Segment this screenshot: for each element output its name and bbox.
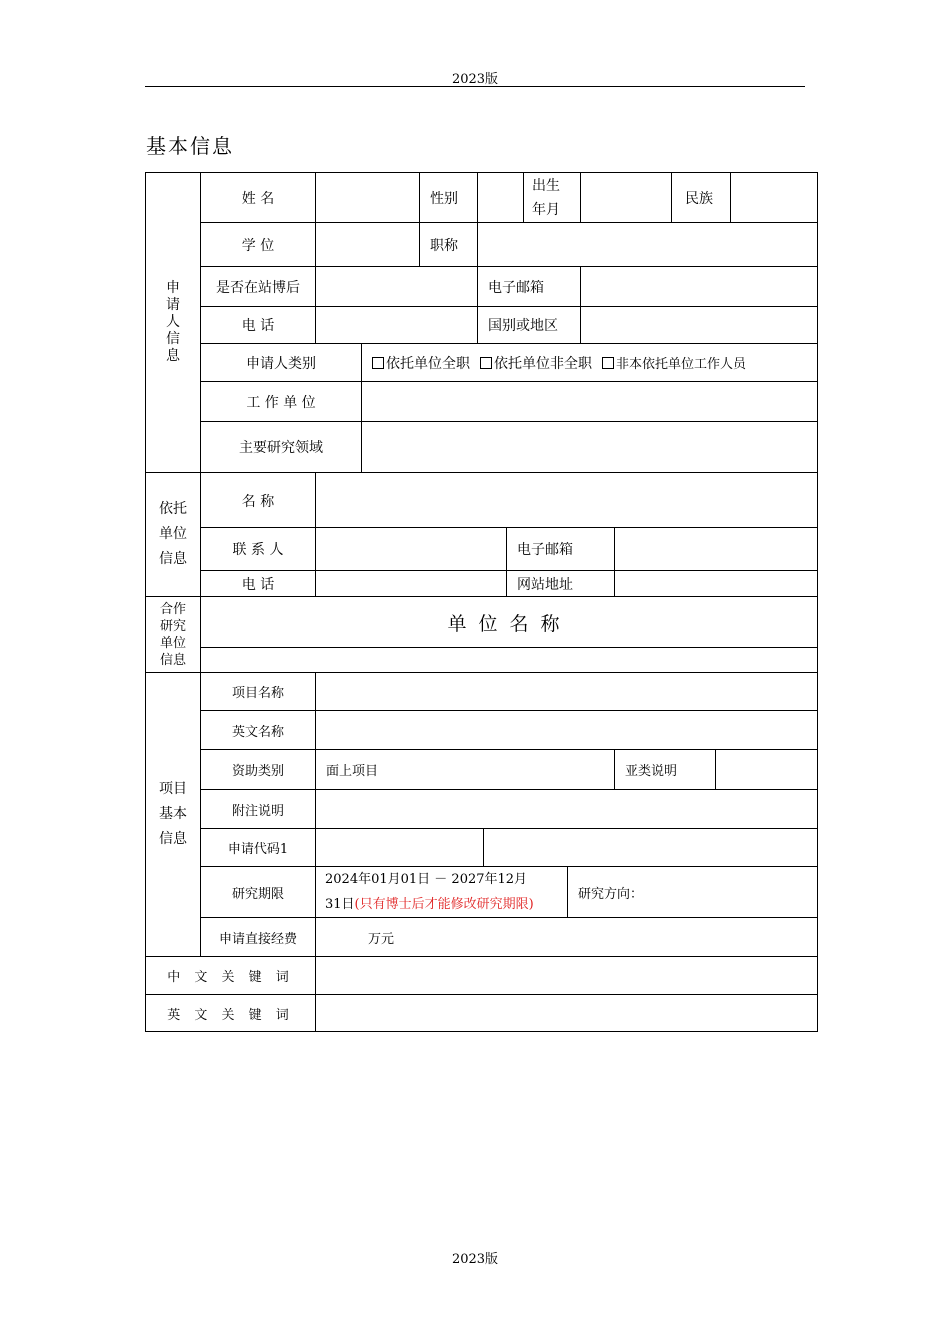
project-group-line: 信息 xyxy=(159,831,187,847)
applicant-email-label: 电子邮箱 xyxy=(477,266,580,306)
name-label: 姓 名 xyxy=(200,172,315,222)
host-phone-label: 电 话 xyxy=(200,570,315,596)
project-group-label xyxy=(145,672,200,956)
subcategory-input[interactable] xyxy=(715,749,818,789)
page-header: 2023版 xyxy=(451,72,499,87)
applicant-category-options xyxy=(361,343,818,381)
period-line1: 2024年01月01日 － 2027年12月 xyxy=(325,872,528,887)
birth-input[interactable] xyxy=(580,172,671,222)
page-footer: 2023版 xyxy=(451,1252,499,1267)
funding-type-value[interactable]: 面上项目 xyxy=(315,749,614,789)
ethnicity-input[interactable] xyxy=(730,172,818,222)
host-contact-label: 联 系 人 xyxy=(200,527,315,570)
basic-info-table xyxy=(145,172,818,1032)
workplace-label: 工 作 单 位 xyxy=(200,381,361,421)
birth-label-line1: 出生 xyxy=(532,177,560,194)
host-group-line: 单位 xyxy=(159,526,187,542)
host-name-input[interactable] xyxy=(315,472,818,527)
applicant-phone-input[interactable] xyxy=(315,306,477,343)
postdoc-label: 是否在站博后 xyxy=(200,266,315,306)
postdoc-input[interactable] xyxy=(315,266,477,306)
partner-group-line: 单位 xyxy=(159,635,186,651)
degree-input[interactable] xyxy=(315,222,419,266)
project-name-label: 项目名称 xyxy=(200,672,315,710)
partner-unit-name-header: 单位名称 xyxy=(200,596,818,647)
english-keywords-label: 英 文 关 键 词 xyxy=(145,994,315,1032)
applicant-group-char: 人 xyxy=(166,314,180,330)
partner-group-line: 信息 xyxy=(159,652,186,668)
project-group-line: 基本 xyxy=(159,806,187,822)
title-label: 职称 xyxy=(419,222,477,266)
code-input[interactable] xyxy=(315,828,483,866)
host-website-input[interactable] xyxy=(614,570,818,596)
gender-input[interactable] xyxy=(477,172,523,222)
host-phone-input[interactable] xyxy=(315,570,506,596)
host-group-line: 信息 xyxy=(159,551,187,567)
applicant-group-char: 请 xyxy=(166,297,180,313)
checkbox-icon xyxy=(602,357,614,369)
applicant-group-char: 息 xyxy=(166,348,180,364)
title-input[interactable] xyxy=(477,222,818,266)
partner-unit-group-label xyxy=(145,596,200,672)
subcategory-label: 亚类说明 xyxy=(614,749,715,789)
chinese-keywords-input[interactable] xyxy=(315,956,818,994)
partner-group-line: 研究 xyxy=(159,618,186,634)
english-name-input[interactable] xyxy=(315,710,818,749)
applicant-phone-label: 电 话 xyxy=(200,306,315,343)
applicant-group-char: 信 xyxy=(166,331,180,347)
host-group-line: 依托 xyxy=(159,501,187,517)
section-title: 基本信息 xyxy=(146,134,234,158)
budget-value[interactable]: 万元 xyxy=(315,917,818,956)
period-end-day: 31日 xyxy=(325,897,355,912)
applicant-group-label xyxy=(145,172,200,472)
category-option-external[interactable]: 非本依托单位工作人员 xyxy=(602,353,746,372)
funding-type-label: 资助类别 xyxy=(200,749,315,789)
ethnicity-label: 民族 xyxy=(671,172,730,222)
birth-label xyxy=(523,172,580,222)
partner-group-line: 合作 xyxy=(159,601,186,617)
research-field-input[interactable] xyxy=(361,421,818,472)
host-email-input[interactable] xyxy=(614,527,818,570)
birth-label-line2: 年月 xyxy=(532,201,560,218)
host-contact-input[interactable] xyxy=(315,527,506,570)
note-label: 附注说明 xyxy=(200,789,315,828)
english-name-label: 英文名称 xyxy=(200,710,315,749)
project-group-line: 项目 xyxy=(159,781,187,797)
host-name-label: 名 称 xyxy=(200,472,315,527)
english-keywords-input[interactable] xyxy=(315,994,818,1032)
country-label: 国别或地区 xyxy=(477,306,580,343)
checkbox-icon xyxy=(372,357,384,369)
research-direction-label: 研究方向： xyxy=(567,866,818,917)
country-input[interactable] xyxy=(580,306,818,343)
period-label: 研究期限 xyxy=(200,866,315,917)
partner-unit-name-input[interactable] xyxy=(200,647,818,672)
workplace-input[interactable] xyxy=(361,381,818,421)
code-label: 申请代码1 xyxy=(200,828,315,866)
note-input[interactable] xyxy=(315,789,818,828)
category-option-parttime[interactable]: 依托单位非全职 xyxy=(480,353,592,373)
category-option-fulltime[interactable]: 依托单位全职 xyxy=(372,353,470,373)
name-input[interactable] xyxy=(315,172,419,222)
applicant-group-char: 申 xyxy=(166,280,180,296)
host-unit-group-label xyxy=(145,472,200,596)
header-rule xyxy=(145,86,805,87)
degree-label: 学 位 xyxy=(200,222,315,266)
applicant-email-input[interactable] xyxy=(580,266,818,306)
gender-label: 性别 xyxy=(419,172,477,222)
research-field-label: 主要研究领域 xyxy=(200,421,361,472)
checkbox-icon xyxy=(480,357,492,369)
period-line2 xyxy=(325,892,534,917)
budget-label: 申请直接经费 xyxy=(200,917,315,956)
host-website-label: 网站地址 xyxy=(506,570,614,596)
chinese-keywords-label: 中 文 关 键 词 xyxy=(145,956,315,994)
period-note: (只有博士后才能修改研究期限) xyxy=(354,897,534,912)
period-value[interactable] xyxy=(315,866,567,917)
code-extra-input[interactable] xyxy=(483,828,818,866)
applicant-category-label: 申请人类别 xyxy=(200,343,361,381)
host-email-label: 电子邮箱 xyxy=(506,527,614,570)
project-name-input[interactable] xyxy=(315,672,818,710)
